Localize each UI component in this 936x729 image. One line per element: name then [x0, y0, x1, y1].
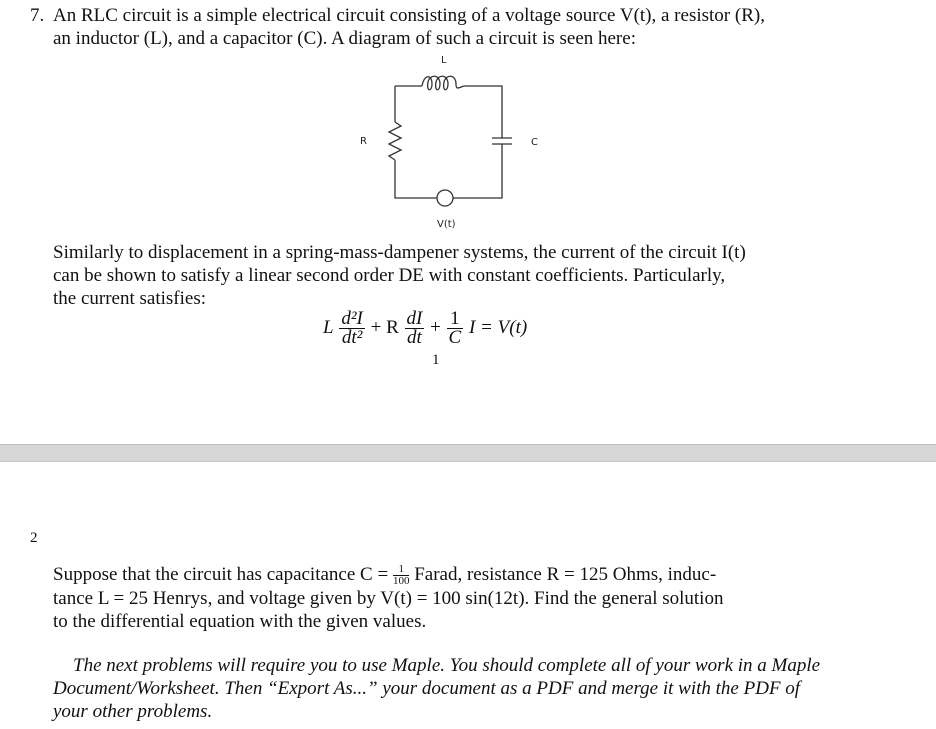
eq-d2I: d²I: [341, 308, 363, 329]
question-line-1-a: Suppose that the circuit has capacitance C =: [53, 564, 389, 585]
eq-first-derivative: [405, 310, 425, 347]
eq-dt: dt: [407, 327, 422, 348]
eq-plus: +: [430, 316, 441, 338]
question-paragraph: [53, 563, 913, 633]
wire-top-right: [464, 86, 502, 138]
note-line-3: your other problems.: [53, 701, 213, 722]
note-line-1: The next problems will require you to use Maple. You should complete all of your work in a Maple: [73, 655, 821, 676]
problem-number: 7.: [30, 5, 45, 26]
desc-line-1: Similarly to displacement in a spring-mass-dampener systems, the current of the circuit I(t): [53, 242, 746, 263]
note-line-2: Document/Worksheet. Then “Export As...” your document as a PDF and merge it with the PDF of: [53, 678, 801, 699]
source-label: V(t): [437, 219, 456, 230]
maple-note-paragraph: [53, 654, 913, 723]
inductor-symbol: [422, 76, 464, 90]
eq-dI: dI: [406, 308, 423, 329]
question-line-1-b: Farad, resistance R = 125 Ohms, induc-: [414, 564, 717, 585]
eq-dt2: dt²: [341, 327, 363, 348]
desc-line-3: the current satisfies:: [53, 288, 207, 309]
question-line-3: to the differential equation with the given values.: [53, 611, 427, 633]
rlc-circuit-diagram: [340, 50, 580, 235]
intro-line-1: An RLC circuit is a simple electrical circuit consisting of a voltage source V(t), a resistor (R),: [53, 5, 765, 26]
wire-bottom-right: [453, 144, 502, 198]
eq-rhs: I = V(t): [468, 316, 528, 338]
cap-numerator: 1: [393, 564, 410, 576]
eq-C: C: [448, 327, 462, 348]
capacitor-label: C: [531, 137, 538, 148]
page-separator: [0, 444, 936, 462]
intro-line-2: an inductor (L), and a capacitor (C). A diagram of such a circuit is seen here:: [53, 28, 636, 49]
wire-bottom-left: [395, 160, 437, 198]
cap-denominator: 100: [392, 575, 410, 588]
eq-one: 1: [447, 310, 464, 329]
inductor-label: L: [441, 55, 447, 66]
question-line-1: [53, 563, 913, 587]
page-2-number: 2: [30, 530, 38, 546]
rlc-equation: [323, 310, 527, 347]
description-paragraph: [53, 241, 913, 310]
intro-paragraph: [53, 4, 913, 50]
eq-one-over-C: [447, 310, 464, 347]
eq-second-derivative: [339, 310, 365, 347]
voltage-source-terminal: [437, 190, 453, 206]
document-page-2: [0, 462, 936, 729]
question-line-2: tance L = 25 Henrys, and voltage given by V(t) = 100 sin(12t). Find the general solution: [53, 588, 724, 610]
desc-line-2: can be shown to satisfy a linear second order DE with constant coefficients. Particularly,: [53, 265, 726, 286]
eq-plus-R: + R: [370, 316, 399, 338]
resistor-symbol: [389, 122, 401, 160]
page-1-footer-number: 1: [432, 352, 440, 368]
resistor-label: R: [360, 136, 367, 147]
capacitance-fraction: [393, 564, 410, 587]
eq-L: L: [323, 316, 334, 338]
